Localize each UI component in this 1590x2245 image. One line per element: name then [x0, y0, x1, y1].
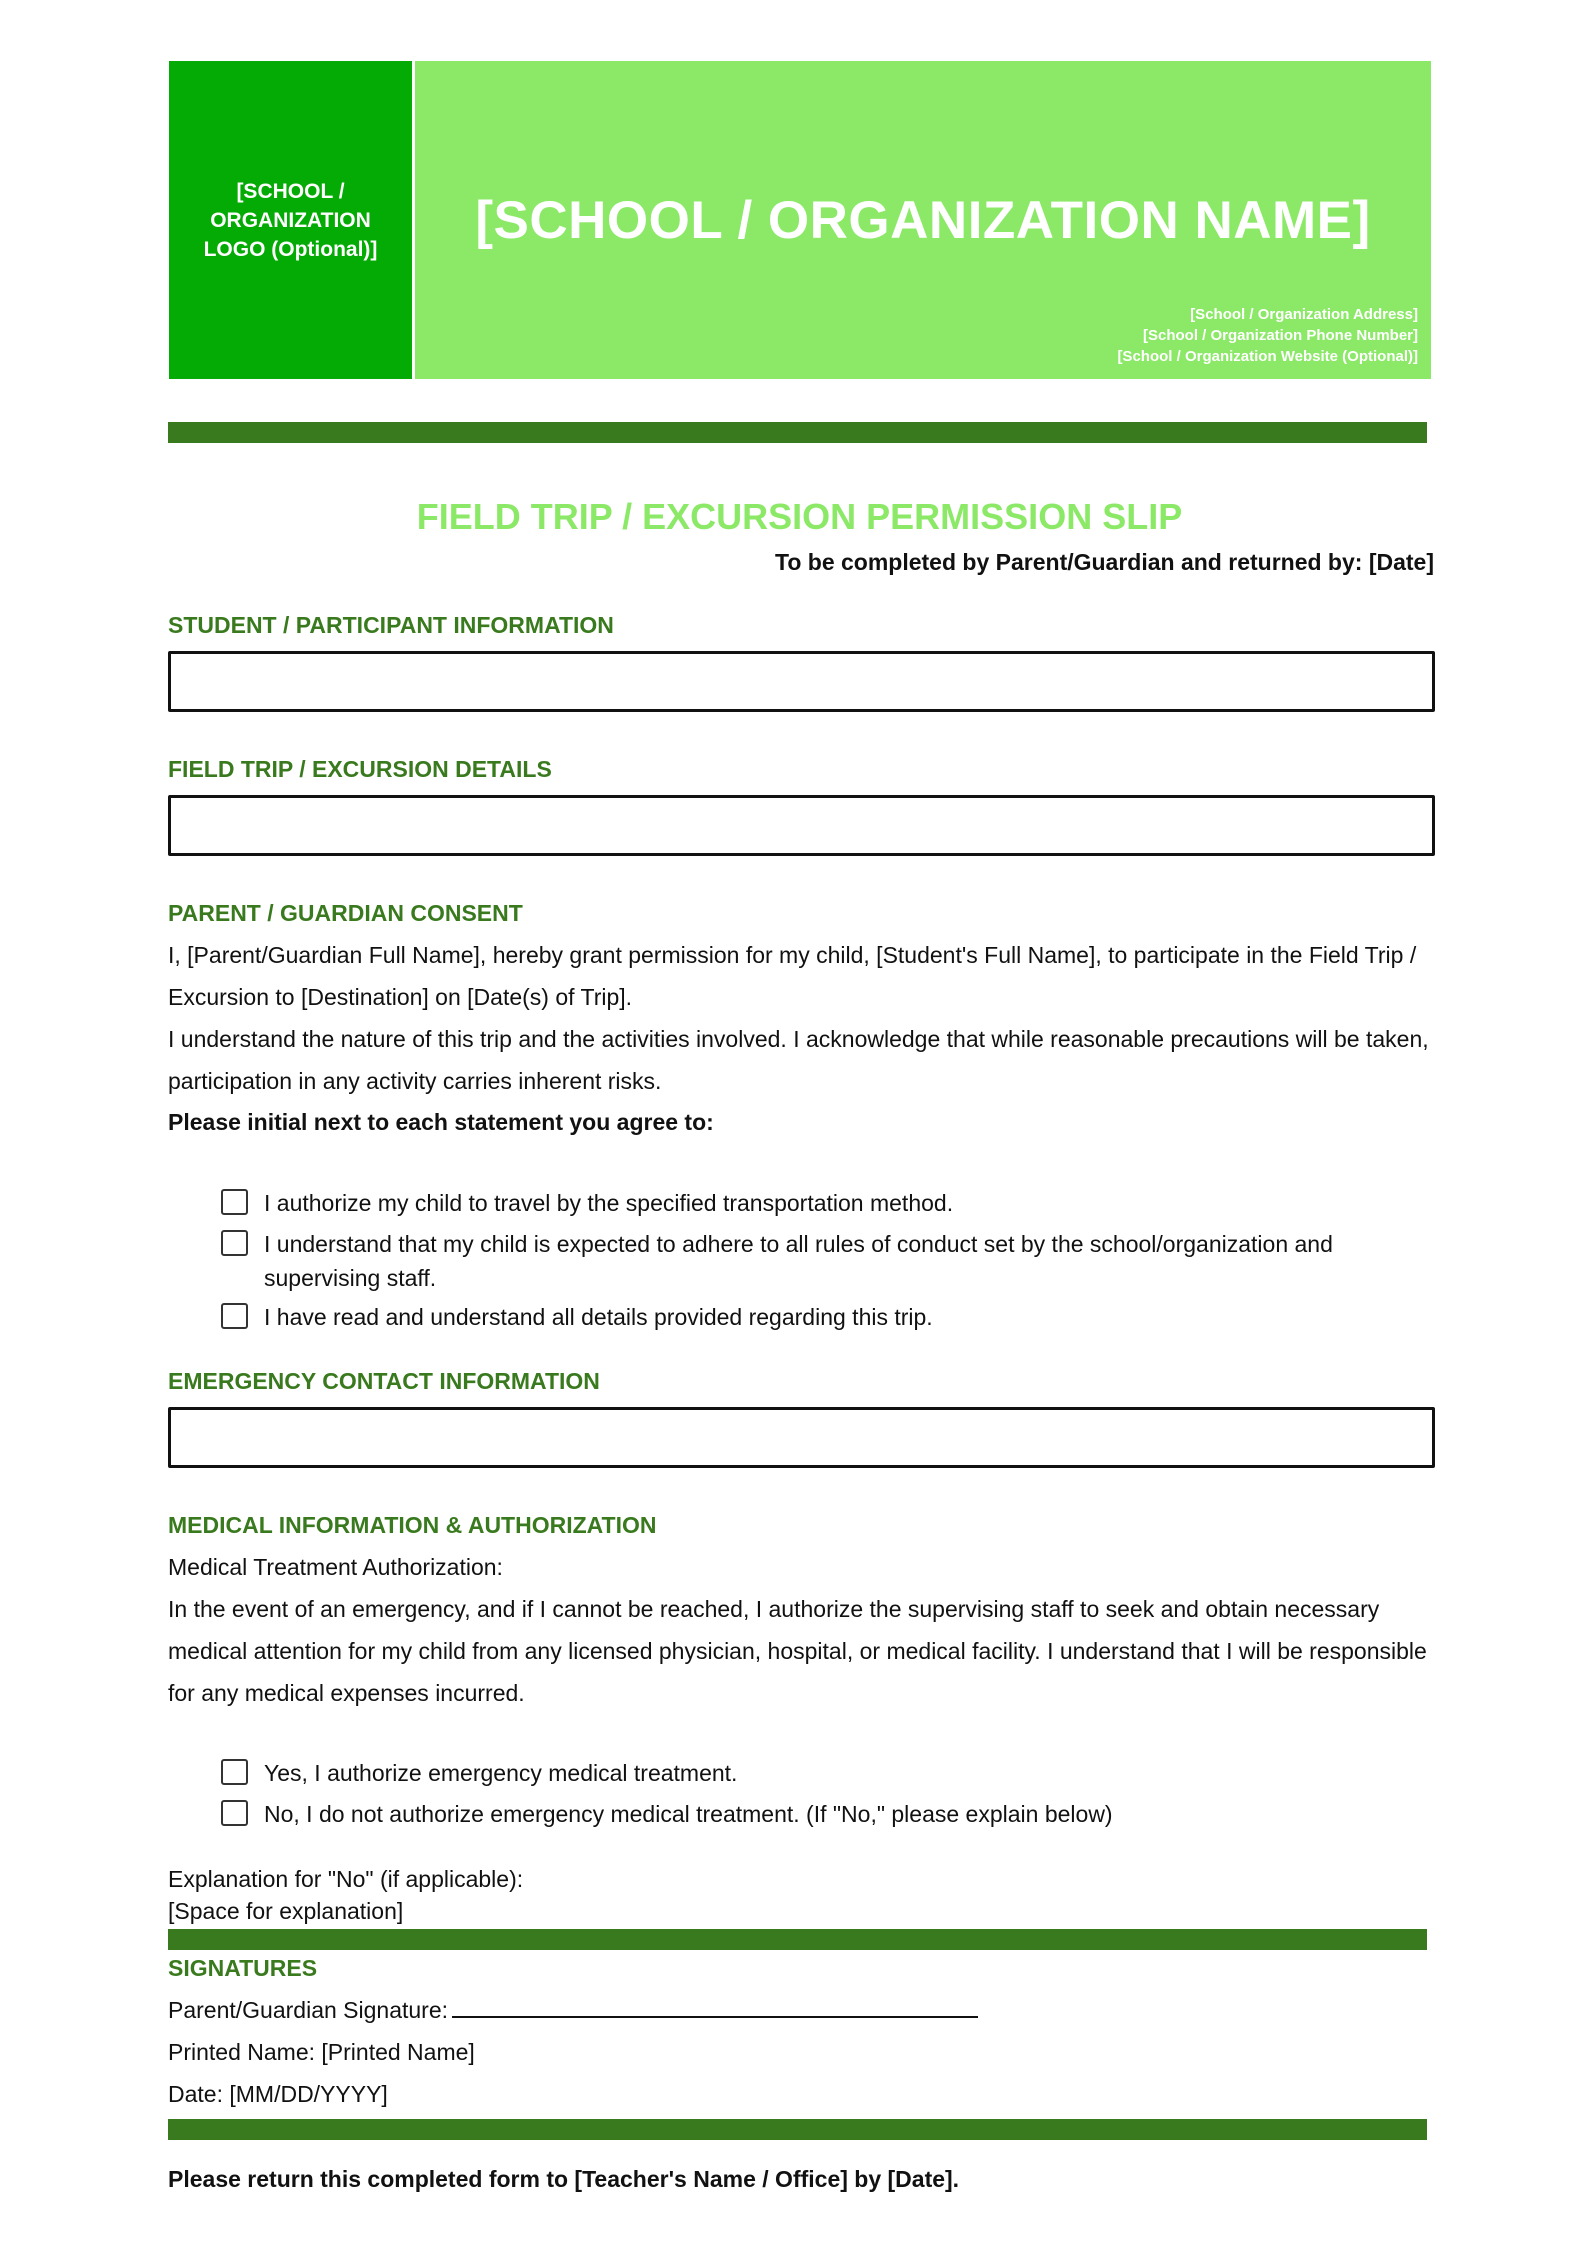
signature-row	[168, 1995, 978, 2025]
org-banner	[415, 61, 1431, 379]
emergency-heading: EMERGENCY CONTACT INFORMATION	[168, 1368, 600, 1394]
medical-subheading: Medical Treatment Authorization:	[168, 1554, 503, 1580]
consent-statement-details	[221, 1300, 1444, 1334]
transport-checkbox[interactable]	[221, 1189, 248, 1215]
org-address: [School / Organization Address]	[1190, 306, 1418, 323]
details-checkbox[interactable]	[221, 1303, 248, 1329]
consent-text	[168, 934, 1438, 1102]
consent-statement-conduct	[221, 1227, 1444, 1295]
statement-label: I authorize my child to travel by the specified transportation method.	[264, 1190, 954, 1216]
emergency-contact-field[interactable]	[168, 1407, 1435, 1468]
student-info-field[interactable]	[168, 651, 1435, 712]
signature-date[interactable]: Date: [MM/DD/YYYY]	[168, 2081, 388, 2107]
org-contact	[1117, 304, 1418, 367]
initial-instruction: Please initial next to each statement you agree to:	[168, 1109, 714, 1135]
divider-bar-top	[168, 422, 1427, 443]
statement-label: I understand that my child is expected to adhere to all rules of conduct set by the school/organization and supervising staff.	[264, 1231, 1333, 1291]
yes-checkbox[interactable]	[221, 1759, 248, 1785]
consent-paragraph-2: I understand the nature of this trip and the activities involved. I acknowledge that while reasonable precautions will be taken, participation in any activity carries inherent risks.	[168, 1026, 1429, 1094]
signature-line[interactable]	[452, 1996, 978, 2018]
explanation-field[interactable]: [Space for explanation]	[168, 1898, 404, 1924]
student-info-heading: STUDENT / PARTICIPANT INFORMATION	[168, 612, 614, 638]
letterhead	[169, 61, 1431, 379]
consent-heading: PARENT / GUARDIAN CONSENT	[168, 900, 523, 926]
trip-details-heading: FIELD TRIP / EXCURSION DETAILS	[168, 756, 552, 782]
return-instructions: Please return this completed form to [Teacher's Name / Office] by [Date].	[168, 2166, 960, 2192]
no-checkbox[interactable]	[221, 1800, 248, 1826]
trip-details-field[interactable]	[168, 795, 1435, 856]
signature-label: Parent/Guardian Signature:	[168, 1997, 449, 2023]
org-website: [School / Organization Website (Optional)]	[1117, 348, 1418, 365]
consent-statement-transport	[221, 1186, 1444, 1220]
option-label: Yes, I authorize emergency medical treatment.	[264, 1760, 738, 1786]
explanation-label: Explanation for "No" (if applicable):	[168, 1866, 524, 1892]
statement-label: I have read and understand all details provided regarding this trip.	[264, 1304, 933, 1330]
logo-placeholder	[169, 61, 412, 379]
logo-text: [SCHOOL / ORGANIZATION LOGO (Optional)]	[203, 179, 378, 261]
medical-heading: MEDICAL INFORMATION & AUTHORIZATION	[168, 1512, 657, 1538]
medical-paragraph: In the event of an emergency, and if I cannot be reached, I authorize the supervising staff to seek and obtain necessary medical attention for my child from any licensed physician, hospital, or medical facility. I understand that I will be responsible for any medical expenses incurred.	[168, 1596, 1427, 1706]
option-label: No, I do not authorize emergency medical treatment. (If "No," please explain below)	[264, 1801, 1113, 1827]
org-phone: [School / Organization Phone Number]	[1142, 327, 1418, 344]
consent-paragraph-1: I, [Parent/Guardian Full Name], hereby grant permission for my child, [Student's Full Name], to participate in the Field Trip / Excursion to [Destination] on [Date(s) of Trip].	[168, 942, 1417, 1010]
divider-bar-middle	[168, 1929, 1427, 1950]
org-name: [SCHOOL / ORGANIZATION NAME]	[475, 191, 1371, 250]
signatures-heading: SIGNATURES	[168, 1955, 318, 1981]
conduct-checkbox[interactable]	[221, 1230, 248, 1256]
medical-text	[168, 1546, 1438, 1714]
medical-option-no	[221, 1797, 1444, 1831]
medical-option-yes	[221, 1756, 1444, 1790]
printed-name[interactable]: Printed Name: [Printed Name]	[168, 2039, 475, 2065]
divider-bar-bottom	[168, 2119, 1427, 2140]
form-title: FIELD TRIP / EXCURSION PERMISSION SLIP	[416, 496, 1183, 537]
return-by-note: To be completed by Parent/Guardian and returned by: [Date]	[774, 549, 1434, 575]
